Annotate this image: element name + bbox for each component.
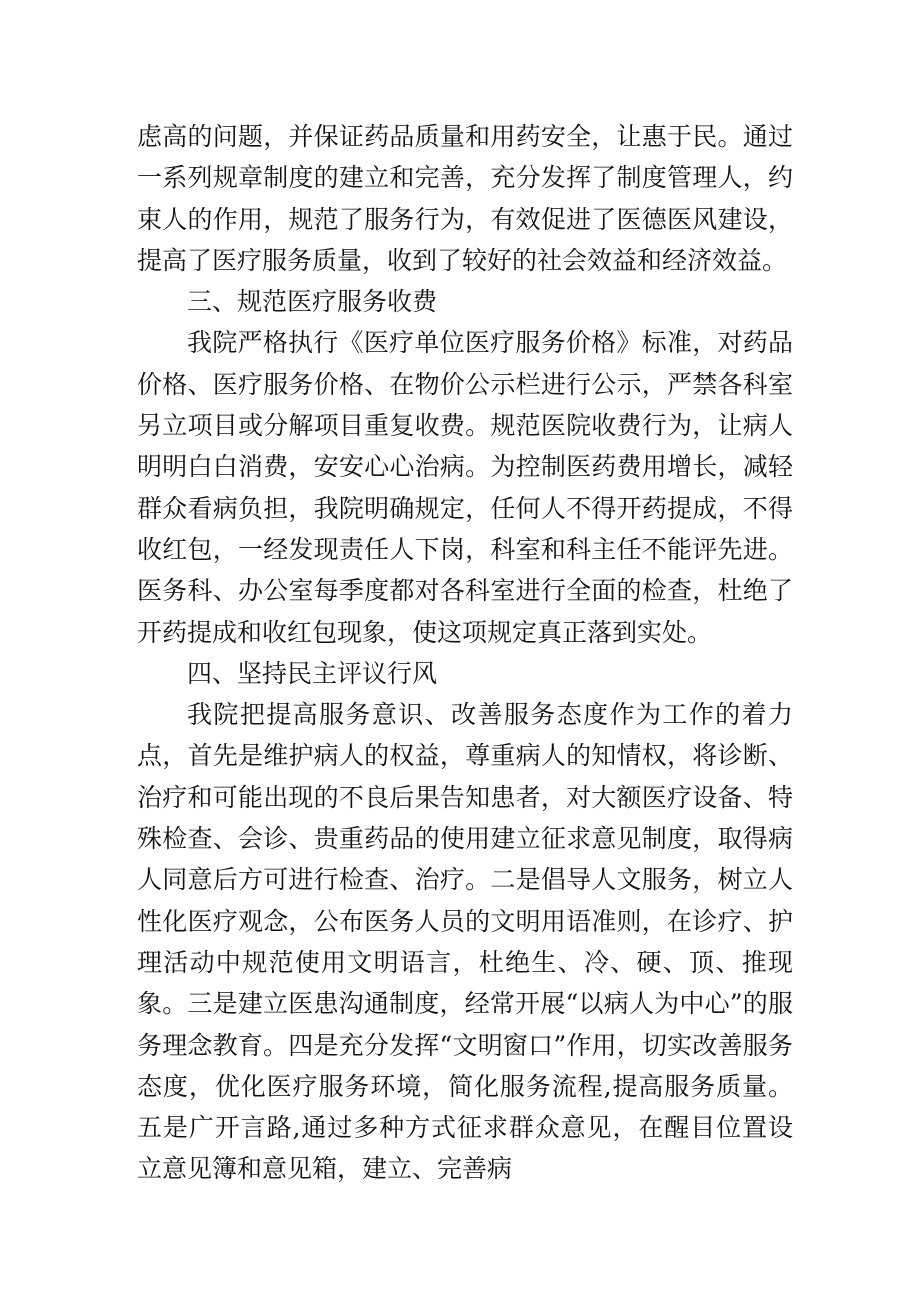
paragraph-service-fees: 我院严格执行《医疗单位医疗服务价格》标准，对药品价格、医疗服务价格、在物价公示栏进行公示，严禁各科室另立项目或分解项目重复收费。规范医院收费行为，让病人明明白白消费，安安心心治病。为控制医药费用增长，减轻群众看病负担，我院明确规定，任何人不得开药提成，不得收红包，一经发现责任人下岗，科室和科主任不能评先进。医务科、办公室每季度都对各科室进行全面的检查，杜绝了开药提成和收红包现象，使这项规定真正落到实处。 — [137, 328, 793, 647]
paragraph-closing-section-two: 虑高的问题，并保证药品质量和用药安全，让惠于民。通过一系列规章制度的建立和完善，充分发挥了制度管理人，约束人的作用，规范了服务行为，有效促进了医德医风建设，提高了医疗服务质量，收到了较好的社会效益和经济效益。 — [137, 122, 793, 275]
paragraph-democratic-review: 我院把提高服务意识、改善服务态度作为工作的着力点，首先是维护病人的权益，尊重病人的知情权，将诊断、治疗和可能出现的不良后果告知患者，对大额医疗设备、特殊检查、会诊、贵重药品的使用建立征求意见制度，取得病人同意后方可进行检查、治疗。二是倡导人文服务，树立人性化医疗观念，公布医务人员的文明用语准则，在诊疗、护理活动中规范使用文明语言，杜绝生、冷、硬、顶、推现象。三是建立医患沟通制度，经常开展“以病人为中心”的服务理念教育。四是充分发挥“文明窗口”作用，切实改善服务态度，优化医疗服务环境，简化服务流程,提高服务质量。五是广开言路,通过多种方式征求群众意见，在醒目位置设立意见簿和意见箱，建立、完善病 — [137, 700, 793, 1184]
document-body — [137, 116, 793, 1190]
section-heading-three: 三、规范医疗服务收费 — [187, 287, 438, 317]
section-heading-four: 四、坚持民主评议行风 — [187, 658, 438, 688]
